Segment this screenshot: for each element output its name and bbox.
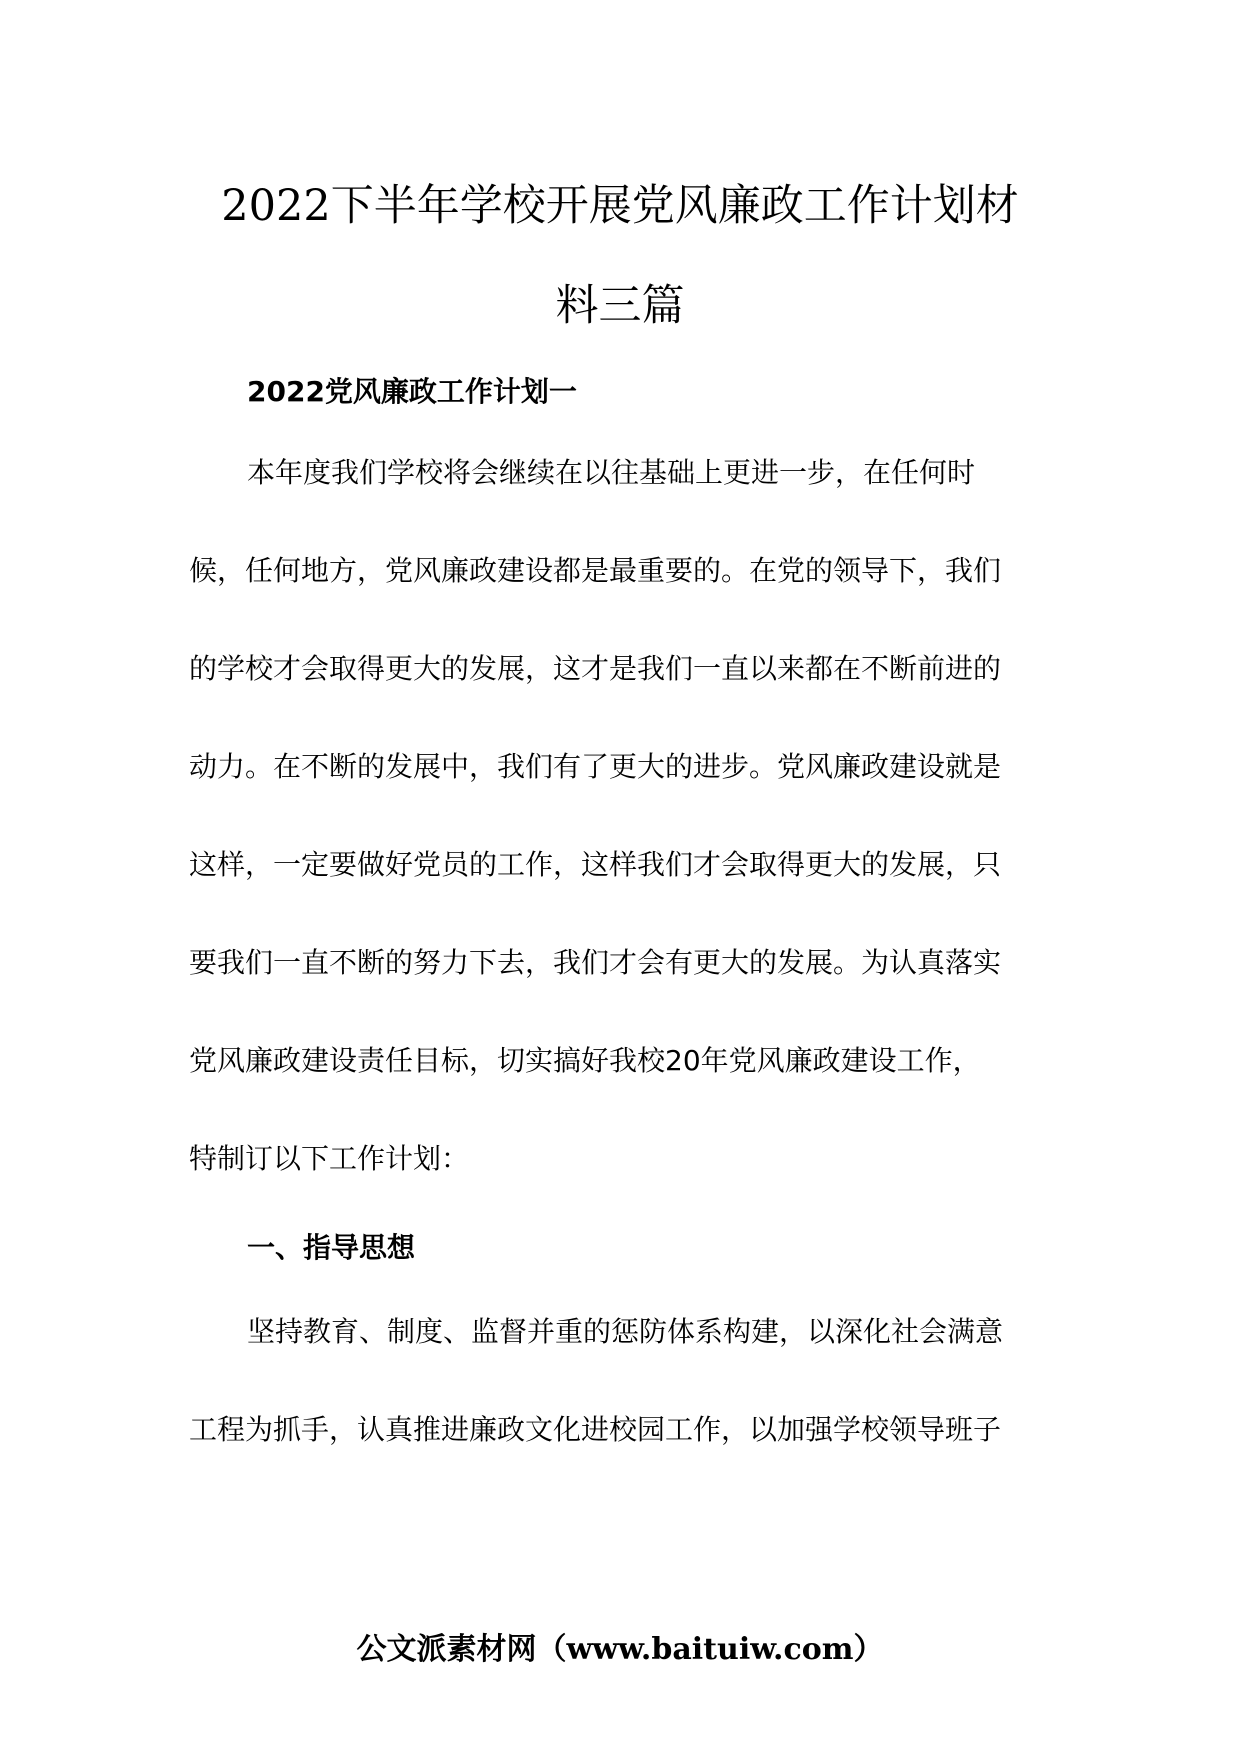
paragraph-line: 候，任何地方，党风廉政建设都是最重要的。在党的领导下，我们	[189, 554, 1002, 587]
paragraph-line: 要我们一直不断的努力下去，我们才会有更大的发展。为认真落实	[189, 946, 1002, 979]
section-heading: 2022党风廉政工作计划一	[247, 375, 577, 408]
page-footer: 公文派素材网（www.baituiw.com）	[356, 1632, 884, 1667]
paragraph-line: 本年度我们学校将会继续在以往基础上更进一步，在任何时	[247, 456, 976, 489]
paragraph-line: 的学校才会取得更大的发展，这才是我们一直以来都在不断前进的	[189, 652, 1002, 685]
subheading-guiding-ideology: 一、指导思想	[247, 1231, 416, 1264]
paragraph-line: 工程为抓手，认真推进廉政文化进校园工作，以加强学校领导班子	[189, 1413, 1002, 1446]
paragraph-line: 特制订以下工作计划：	[189, 1142, 470, 1175]
paragraph-line: 坚持教育、制度、监督并重的惩防体系构建，以深化社会满意	[247, 1315, 1004, 1348]
document-title-line-1: 2022下半年学校开展党风廉政工作计划材	[221, 181, 1019, 231]
paragraph-line: 党风廉政建设责任目标，切实搞好我校20年党风廉政建设工作，	[189, 1044, 981, 1077]
paragraph-line: 动力。在不断的发展中，我们有了更大的进步。党风廉政建设就是	[189, 750, 1002, 783]
document-title-line-2: 料三篇	[555, 281, 685, 331]
paragraph-line: 这样，一定要做好党员的工作，这样我们才会取得更大的发展，只	[189, 848, 1002, 881]
